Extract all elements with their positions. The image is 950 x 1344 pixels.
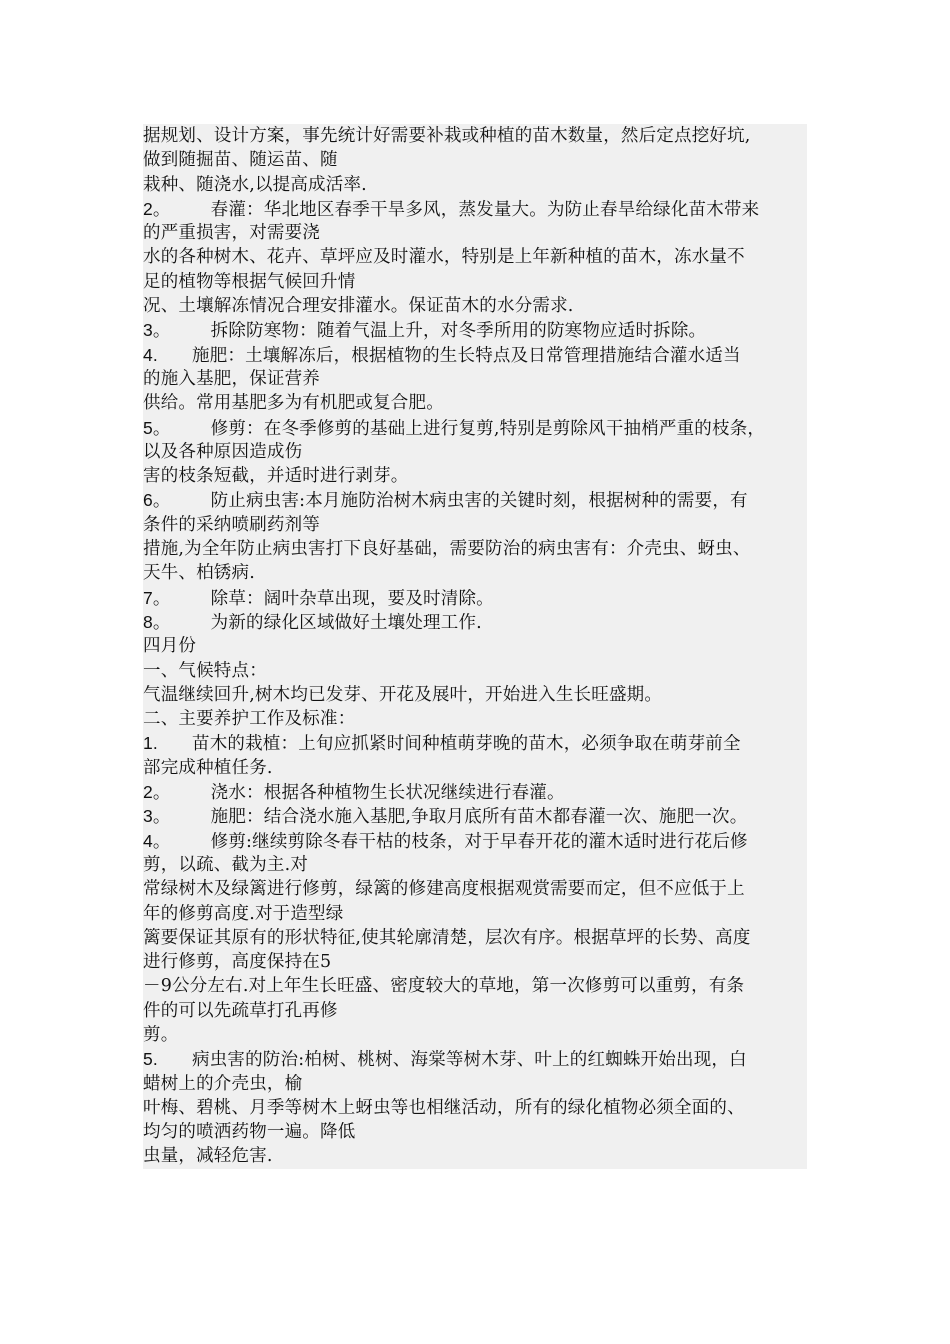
list-number: 1. bbox=[143, 733, 158, 754]
text-line bbox=[143, 221, 807, 245]
line-text: －9公分左右.对上年生长旺盛、密度较大的草地，第一次修剪可以重剪，有条 bbox=[143, 976, 745, 997]
text-line bbox=[143, 294, 807, 318]
text-line bbox=[143, 148, 807, 172]
line-text: 修剪：在冬季修剪的基础上进行复剪,特别是剪除风干抽梢严重的枝条， bbox=[210, 418, 766, 439]
text-line bbox=[143, 416, 807, 440]
line-text: 为新的绿化区域做好土壤处理工作. bbox=[210, 612, 482, 633]
text-line bbox=[143, 1072, 807, 1096]
line-text: 水的各种树木、花卉、草坪应及时灌水，特别是上年新种植的苗木，冻水量不 bbox=[143, 247, 745, 268]
list-number: 5。 bbox=[143, 417, 171, 438]
text-line bbox=[143, 804, 807, 828]
line-text: 均匀的喷洒药物一遍。降低 bbox=[143, 1122, 356, 1143]
line-text: 篱要保证其原有的形状特征,使其轮廓清楚，层次有序。根据草坪的长势、高度 bbox=[143, 927, 751, 948]
text-line bbox=[143, 926, 807, 950]
line-text: 剪。 bbox=[143, 1024, 179, 1045]
list-number: 3。 bbox=[143, 806, 171, 827]
line-text: 况、土壤解冻情况合理安排灌水。保证苗木的水分需求. bbox=[143, 296, 574, 317]
line-text: 四月份 bbox=[143, 636, 197, 657]
text-line bbox=[143, 318, 807, 342]
text-line bbox=[143, 683, 807, 707]
text-line bbox=[143, 707, 807, 731]
line-text: 防止病虫害:本月施防治树木病虫害的关键时刻，根据树种的需要，有 bbox=[210, 491, 748, 512]
text-line bbox=[143, 586, 807, 610]
list-number: 6。 bbox=[143, 490, 171, 511]
text-line bbox=[143, 124, 807, 148]
text-line bbox=[143, 974, 807, 998]
line-text: 浇水：根据各种植物生长状况继续进行春灌。 bbox=[210, 783, 565, 804]
line-text: 施肥：土壤解冻后，根据植物的生长特点及日常管理措施结合灌水适当 bbox=[192, 345, 741, 366]
text-line bbox=[143, 1120, 807, 1144]
line-text: 一、气候特点： bbox=[143, 660, 267, 681]
line-text: 的严重损害，对需要浇 bbox=[143, 223, 320, 244]
list-number: 2。 bbox=[143, 782, 171, 803]
text-line bbox=[143, 1023, 807, 1047]
line-text: 修剪:继续剪除冬春干枯的枝条，对于早春开花的灌木适时进行花后修 bbox=[210, 831, 748, 852]
text-line bbox=[143, 488, 807, 512]
list-number: 4. bbox=[143, 344, 158, 365]
line-text: 害的枝条短截，并适时进行剥芽。 bbox=[143, 466, 409, 487]
text-line bbox=[143, 731, 807, 755]
line-text: 除草：阔叶杂草出现，要及时清除。 bbox=[210, 588, 494, 609]
line-text: 天牛、柏锈病. bbox=[143, 563, 255, 584]
text-line bbox=[143, 561, 807, 585]
text-line bbox=[143, 780, 807, 804]
line-text: 栽种、随浇水,以提高成活率. bbox=[143, 174, 367, 195]
text-line bbox=[143, 950, 807, 974]
line-text: 供给。常用基肥多为有机肥或复合肥。 bbox=[143, 393, 444, 414]
line-text: 的施入基肥，保证营养 bbox=[143, 368, 320, 389]
line-text: 拆除防寒物：随着气温上升，对冬季所用的防寒物应适时拆除。 bbox=[210, 321, 707, 342]
text-line bbox=[143, 634, 807, 658]
text-line bbox=[143, 1144, 807, 1168]
text-line bbox=[143, 245, 807, 269]
line-text: 年的修剪高度.对于造型绿 bbox=[143, 903, 344, 924]
text-line bbox=[143, 197, 807, 221]
text-line bbox=[143, 440, 807, 464]
line-text: 件的可以先疏草打孔再修 bbox=[143, 1000, 338, 1021]
text-line bbox=[143, 610, 807, 634]
text-line bbox=[143, 464, 807, 488]
line-text: 以及各种原因造成伤 bbox=[143, 441, 303, 462]
text-line bbox=[143, 877, 807, 901]
line-text: 进行修剪，高度保持在5 bbox=[143, 952, 332, 973]
text-line bbox=[143, 902, 807, 926]
document-page bbox=[143, 124, 807, 1169]
text-line bbox=[143, 391, 807, 415]
text-line bbox=[143, 367, 807, 391]
line-text: 剪，以疏、截为主.对 bbox=[143, 854, 309, 875]
text-line bbox=[143, 537, 807, 561]
list-number: 4。 bbox=[143, 830, 171, 851]
line-text: 气温继续回升,树木均已发芽、开花及展叶，开始进入生长旺盛期。 bbox=[143, 684, 663, 705]
text-line bbox=[143, 999, 807, 1023]
line-text: 二、主要养护工作及标准： bbox=[143, 709, 356, 730]
list-number: 8。 bbox=[143, 611, 171, 632]
line-text: 据规划、设计方案，事先统计好需要补栽或种植的苗木数量，然后定点挖好坑, bbox=[143, 126, 751, 146]
list-number: 3。 bbox=[143, 320, 171, 341]
line-text: 虫量，减轻危害. bbox=[143, 1146, 273, 1167]
line-text: 常绿树木及绿篱进行修剪，绿篱的修建高度根据观赏需要而定，但不应低于上 bbox=[143, 879, 745, 900]
list-number: 7。 bbox=[143, 587, 171, 608]
text-line bbox=[143, 270, 807, 294]
line-text: 措施,为全年防止病虫害打下良好基础，需要防治的病虫害有：介壳虫、蚜虫、 bbox=[143, 539, 751, 560]
line-text: 做到随掘苗、随运苗、随 bbox=[143, 150, 338, 171]
text-line bbox=[143, 513, 807, 537]
text-line bbox=[143, 173, 807, 197]
text-line bbox=[143, 659, 807, 683]
text-line bbox=[143, 853, 807, 877]
text-line bbox=[143, 1047, 807, 1071]
line-text: 苗木的栽植：上旬应抓紧时间种植萌芽晚的苗木，必须争取在萌芽前全 bbox=[192, 734, 741, 755]
line-text: 叶梅、碧桃、月季等树木上蚜虫等也相继活动，所有的绿化植物必须全面的、 bbox=[143, 1097, 745, 1118]
text-line bbox=[143, 756, 807, 780]
list-number: 5. bbox=[143, 1049, 158, 1070]
text-line bbox=[143, 1096, 807, 1120]
line-text: 春灌：华北地区春季干旱多风，蒸发量大。为防止春旱给绿化苗木带来 bbox=[210, 199, 760, 220]
line-text: 足的植物等根据气候回升情 bbox=[143, 271, 356, 292]
line-text: 部完成种植任务. bbox=[143, 757, 273, 778]
line-text: 病虫害的防治:柏树、桃树、海棠等树木芽、叶上的红蜘蛛开始出现，白 bbox=[192, 1050, 747, 1071]
list-number: 2。 bbox=[143, 198, 171, 219]
text-line bbox=[143, 829, 807, 853]
text-line bbox=[143, 343, 807, 367]
line-text: 条件的采纳喷刷药剂等 bbox=[143, 514, 320, 535]
line-text: 蜡树上的介壳虫，榆 bbox=[143, 1073, 303, 1094]
line-text: 施肥：结合浇水施入基肥,争取月底所有苗木都春灌一次、施肥一次。 bbox=[210, 807, 748, 828]
